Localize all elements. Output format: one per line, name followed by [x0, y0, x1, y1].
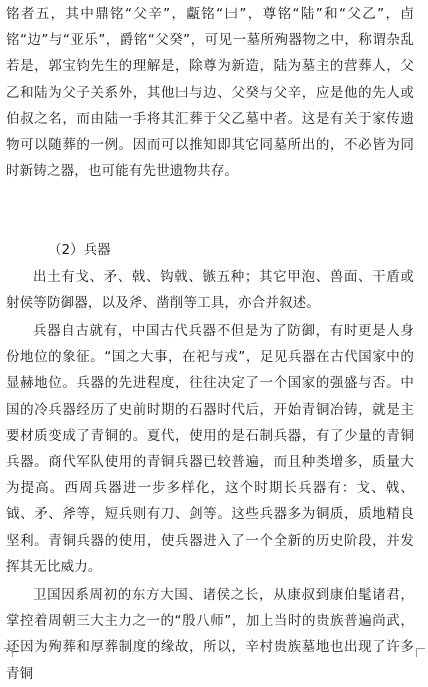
- paragraph-wei-state: 卫国因系周初的东方大国、诸侯之长，从康叔到康伯髦诸君，掌控着周朝三大主力之一的“殷八师”，加上当时的贵族普遍尚武，还因为殉葬和厚葬制度的缘故，所以，辛村贵族墓地也出现了许多青铜: [6, 587, 414, 682]
- section-heading-weapons: （2）兵器: [48, 242, 111, 258]
- paragraph-weapon-types: 出土有戈、矛、戟、钩戟、镞五种；其它甲泡、兽面、干盾或射侯等防御器，以及斧、凿削等工具，亦合并叙述。: [6, 269, 414, 312]
- page-corner-mark-right: [416, 648, 425, 657]
- page-corner-mark-left: [4, 648, 13, 657]
- paragraph-weapon-history: 兵器自古就有，中国古代兵器不但是为了防御，有时更是人身份地位的象征。“国之大事，在祀与戎”，足见兵器在古代国家中的显赫地位。兵器的先进程度，往往决定了一个国家的强盛与否。中国的冷兵器经历了史前时期的石器时代后，开始青铜冶铸，就是主要材质变成了青铜的。夏代，使用的是石制兵器，有了少量的青铜兵器。商代军队使用的青铜兵器已较普遍，而且种类增多，质量大为提高。西周兵器进一步多样化，这个时期长兵器有：戈、戟、钺、矛、斧等，短兵则有刀、剑等。这些兵器多为铜质，质地精良坚利。青铜兵器的使用，使兵器进入了一个全新的历史阶段，并发挥其无比威力。: [6, 323, 414, 575]
- paragraph-inscriptions: 铭者五，其中鼎铭“父辛”，甗铭“𠙵”，尊铭“陆”和“父乙”，卣铭“边”与“亚乐”，爵铭“父癸”，可见一墓所殉器物之中，称谓杂乱若是，郭宝钧先生的理解是，除尊为新造，陆为墓主的营葬人，父乙和陆为父子关系外，其他𠙵与边、父癸与父辛，应是他的先人或伯叔之名，而由陆一手将其汇葬于父乙墓中者。这是有关于家传遗物可以随葬的一例。因而可以推知即其它同墓所出的，不必皆为同时新铸之器，也可能有先世遗物共存。: [6, 6, 414, 180]
